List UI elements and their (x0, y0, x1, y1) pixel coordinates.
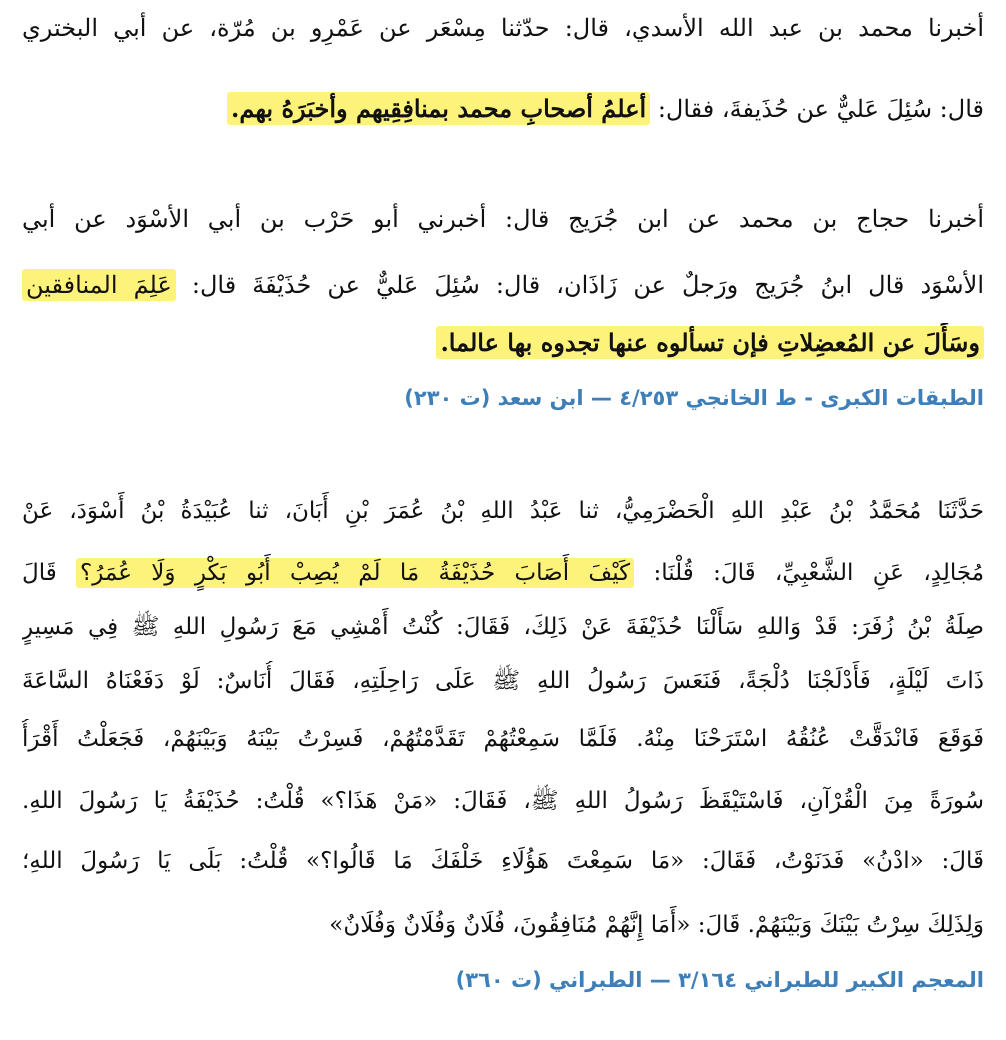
block3-line4: ذَاتَ لَيْلَةٍ، فَأَدْلَجْنَا دُلْجَةً، فَنَعَسَ رَسُولُ اللهِ ﷺ عَلَى رَاحِلَتِهِ، فَقَالَ أُنَاسٌ: لَوْ دَفَعْنَاهُ السَّاعَةَ (22, 668, 984, 694)
block3-line2-text: مُجَالِدٍ، عَنِ الشَّعْبِيِّ، قَالَ: قُلْنَا: (634, 560, 984, 586)
block2-line2-text: الأسْوَد قال ابنُ جُرَيج ورَجلٌ عن زَاذَان، قال: سُئِلَ عَليٌّ عن حُذَيْفَةَ قال: (175, 271, 984, 299)
block1-line2 (22, 89, 984, 129)
block3-line6: سُورَةً مِنَ الْقُرْآنِ، فَاسْتَيْقَظَ رَسُولُ اللهِ ﷺ، فَقَالَ: «مَنْ هَذَا؟» قُلْتُ: حُذَيْفَةُ يَا رَسُولَ اللهِ. (22, 788, 984, 814)
block3-line5: فَوَقَعَ فَانْدَقَّتْ عُنُقُهُ اسْتَرَحْنَا مِنْهُ. فَلَمَّا سَمِعْتُهُمْ تَقَدَّمْتُهُمْ، فَسِرْتُ بَيْنَهُ وَبَيْنَهُمْ، فَجَعَلْتُ أَقْرَأُ (22, 726, 984, 752)
block2-highlight-b: وسَأَلَ عن المُعضِلاتِ فإن تسألوه عنها تجدوه بها عالما. (436, 326, 984, 359)
block2-line1: أخبرنا حجاج بن محمد عن ابن جُرَيج قال: أخبرني أبو حَرْب بن أبي الأسْوَد عن أبي (22, 205, 984, 233)
block1-highlight: أعلمُ أصحابِ محمد بمنافِقِيهم وأخبَرَهُ بهم. (227, 92, 650, 125)
source-citation-tabaqat: الطبقات الكبرى - ط الخانجي ٤/٢٥٣ — ابن سعد (ت ٢٣٠) (404, 386, 984, 410)
block3-line2 (22, 553, 984, 593)
block3-line3: صِلَةُ بْنُ زُفَرَ: قَدْ وَاللهِ سَأَلْنَا حُذَيْفَةَ عَنْ ذَلِكَ، فَقَالَ: كُنْتُ أَمْشِي مَعَ رَسُولِ اللهِ ﷺ فِي مَسِيرٍ (22, 614, 984, 640)
block1-line2-text: قال: سُئِلَ عَليٌّ عن حُذَيفةَ، فقال: (650, 95, 984, 123)
source-citation-mujam: المعجم الكبير للطبراني ٣/١٦٤ — الطبراني (ت ٣٦٠) (455, 968, 984, 992)
block2-highlight-a: عَلِمَ المنافقين (22, 269, 176, 301)
block3-highlight: كَيْفَ أَصَابَ حُذَيْفَةُ مَا لَمْ يُصِبْ أَبُو بَكْرٍ وَلَا عُمَرُ؟ (76, 558, 634, 588)
block2-line2 (22, 265, 984, 305)
block3-line7: قَالَ: «ادْنُ» فَدَنَوْتُ، فَقَالَ: «مَا سَمِعْتَ هَؤُلَاءِ خَلْفَكَ مَا قَالُوا؟» قُلْتُ: بَلَى يَا رَسُولَ اللهِ؛ (22, 848, 984, 874)
block2-line3 (22, 323, 984, 363)
block3-line2-tail: قَالَ (22, 560, 77, 586)
block3-line1: حَدَّثَنَا مُحَمَّدُ بْنُ عَبْدِ اللهِ الْحَضْرَمِيُّ، ثنا عَبْدُ اللهِ بْنُ عُمَرَ بْنِ أَبَانَ، ثنا عُبَيْدَةُ بْنُ أَسْوَدَ، عَنْ (22, 498, 984, 524)
block1-line1: أخبرنا محمد بن عبد الله الأسدي، قال: حدّثنا مِسْعَر عن عَمْرِو بن مُرّة، عن أبي البختري (22, 14, 984, 42)
block3-line8: وَلِذَلِكَ سِرْتُ بَيْنَكَ وَبَيْنَهُمْ. قَالَ: «أَمَا إِنَّهُمْ مُنَافِقُونَ، فُلَانٌ وَفُلَانٌ وَفُلَانٌ» (329, 912, 984, 938)
